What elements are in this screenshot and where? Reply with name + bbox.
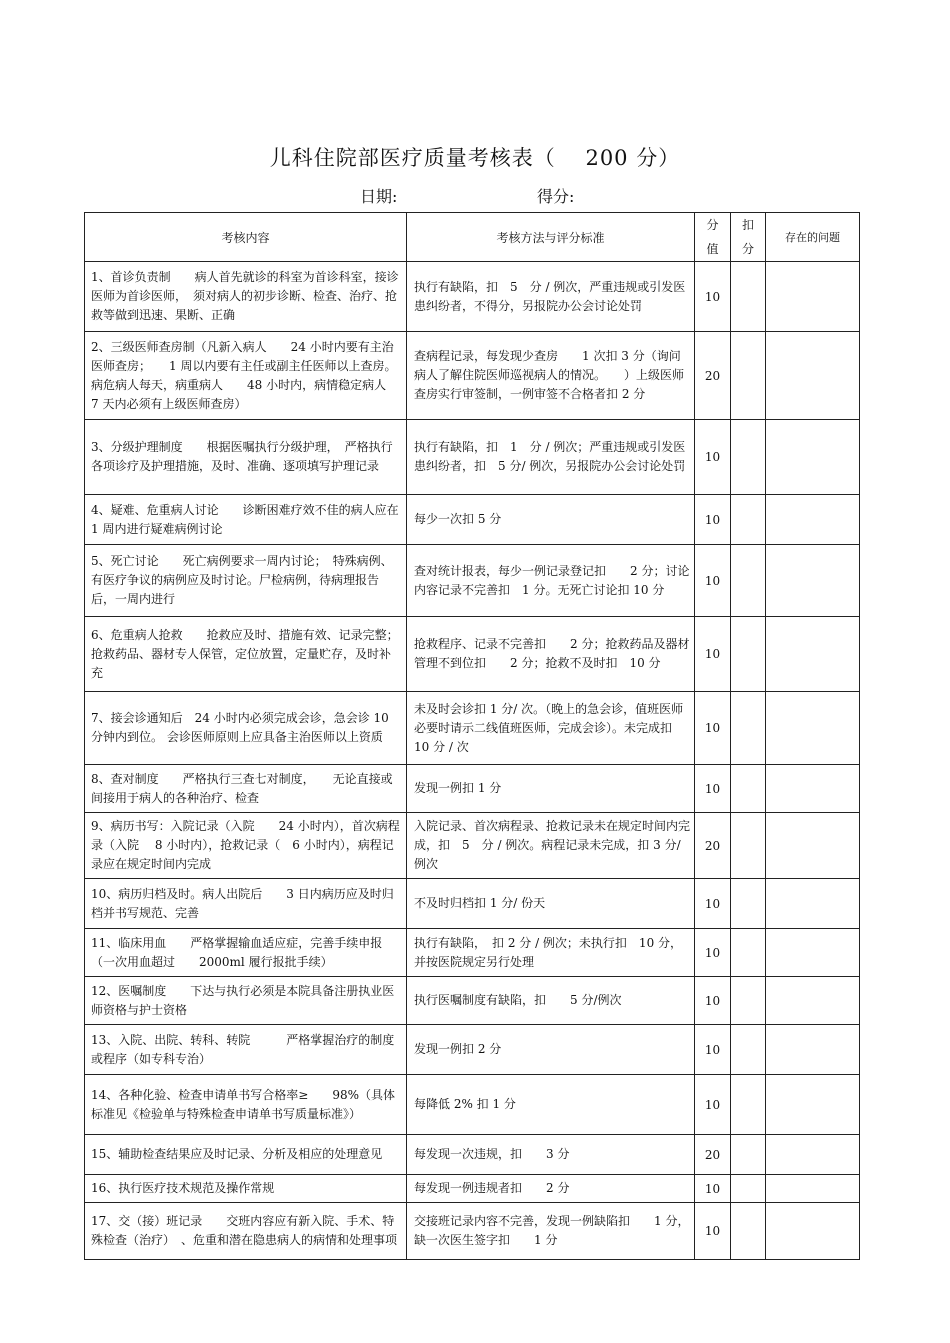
row-deduct-cell [731, 545, 766, 617]
header-score-top: 分 [706, 218, 719, 232]
row-deduct-cell [731, 1135, 766, 1175]
row-method: 不及时归档扣 1 分/ 份天 [407, 879, 695, 929]
row-issues-cell [766, 420, 860, 495]
row-score: 10 [695, 495, 731, 545]
row-score: 20 [695, 1135, 731, 1175]
table-row [85, 545, 860, 617]
header-score-bottom: 值 [706, 242, 719, 256]
table-row [85, 332, 860, 420]
row-issues-cell [766, 692, 860, 765]
row-deduct-cell [731, 977, 766, 1025]
table-row [85, 1175, 860, 1203]
row-score: 10 [695, 879, 731, 929]
row-method: 每发现一例违规者扣 2 分 [407, 1175, 695, 1203]
row-method: 发现一例扣 1 分 [407, 765, 695, 813]
row-content: 10、病历归档及时。病人出院后 3 日内病历应及时归档并书写规范、完善 [85, 879, 407, 929]
row-content: 7、接会诊通知后 24 小时内必须完成会诊，急会诊 10 分钟内到位。 会诊医师原则上应具备主治医师以上资质 [85, 692, 407, 765]
row-content: 6、危重病人抢救 抢救应及时、措施有效、记录完整；抢救药品、器材专人保管，定位放置，定量贮存，及时补充 [85, 617, 407, 692]
row-issues-cell [766, 977, 860, 1025]
row-issues-cell [766, 495, 860, 545]
row-content: 5、死亡讨论 死亡病例要求一周内讨论； 特殊病例、有医疗争议的病例应及时讨论。尸检病例，待病理报告后，一周内进行 [85, 545, 407, 617]
row-method: 入院记录、首次病程录、抢救记录未在规定时间内完成，扣 5 分 / 例次。病程记录未完成，扣 3 分/ 例次 [407, 813, 695, 879]
row-deduct-cell [731, 765, 766, 813]
row-method: 抢救程序、记录不完善扣 2 分；抢救药品及器材管理不到位扣 2 分；抢救不及时扣 10 分 [407, 617, 695, 692]
row-deduct-cell [731, 332, 766, 420]
row-score: 10 [695, 765, 731, 813]
row-score: 10 [695, 692, 731, 765]
table-row [85, 1075, 860, 1135]
row-issues-cell [766, 1025, 860, 1075]
row-method: 执行医嘱制度有缺陷，扣 5 分/例次 [407, 977, 695, 1025]
row-content: 9、病历书写：入院记录（入院 24 小时内），首次病程录（入院 8 小时内），抢救记录（ 6 小时内），病程记录应在规定时间内完成 [85, 813, 407, 879]
row-deduct-cell [731, 1075, 766, 1135]
row-content: 12、医嘱制度 下达与执行必须是本院具备注册执业医师资格与护士资格 [85, 977, 407, 1025]
table-row [85, 765, 860, 813]
date-label: 日期: [360, 187, 398, 206]
row-score: 10 [695, 1025, 731, 1075]
row-method: 每少一次扣 5 分 [407, 495, 695, 545]
row-deduct-cell [731, 929, 766, 977]
row-deduct-cell [731, 617, 766, 692]
table-row [85, 692, 860, 765]
row-content: 8、查对制度 严格执行三查七对制度， 无论直接或间接用于病人的各种治疗、检查 [85, 765, 407, 813]
row-method: 执行有缺陷， 扣 2 分 / 例次；未执行扣 10 分，并按医院规定另行处理 [407, 929, 695, 977]
row-content: 2、三级医师查房制（凡新入病人 24 小时内要有主治医师查房； 1 周以内要有主任或副主任医师以上查房。病危病人每天，病重病人 48 小时内，病情稳定病人 7 天内必须有上级医师查房） [85, 332, 407, 420]
header-score [695, 213, 731, 262]
row-deduct-cell [731, 692, 766, 765]
row-content: 4、疑难、危重病人讨论 诊断困难疗效不佳的病人应在 1 周内进行疑难病例讨论 [85, 495, 407, 545]
row-score: 10 [695, 545, 731, 617]
row-content: 15、辅助检查结果应及时记录、分析及相应的处理意见 [85, 1135, 407, 1175]
row-method: 查病程记录，每发现少查房 1 次扣 3 分（询问病人了解住院医师巡视病人的情况。 ）上级医师查房实行审签制，一例审签不合格者扣 2 分 [407, 332, 695, 420]
row-method: 每发现一次违规，扣 3 分 [407, 1135, 695, 1175]
table-header-row [85, 213, 860, 262]
row-method: 交接班记录内容不完善，发现一例缺陷扣 1 分，缺一次医生签字扣 1 分 [407, 1203, 695, 1260]
row-issues-cell [766, 813, 860, 879]
row-deduct-cell [731, 813, 766, 879]
table-row [85, 977, 860, 1025]
row-content: 16、执行医疗技术规范及操作常规 [85, 1175, 407, 1203]
row-score: 10 [695, 977, 731, 1025]
table-row [85, 420, 860, 495]
row-issues-cell [766, 545, 860, 617]
row-method: 查对统计报表，每少一例记录登记扣 2 分；讨论内容记录不完善扣 1 分。无死亡讨论扣 10 分 [407, 545, 695, 617]
header-issues: 存在的问题 [766, 213, 860, 262]
row-score: 10 [695, 929, 731, 977]
table-row [85, 1135, 860, 1175]
row-issues-cell [766, 1203, 860, 1260]
header-deduct-bottom: 分 [741, 242, 754, 256]
table-row [85, 262, 860, 332]
row-issues-cell [766, 765, 860, 813]
row-deduct-cell [731, 879, 766, 929]
row-issues-cell [766, 262, 860, 332]
row-content: 14、各种化验、检查申请单书写合格率≥ 98%（具体标准见《检验单与特殊检查申请单书写质量标准》） [85, 1075, 407, 1135]
row-issues-cell [766, 879, 860, 929]
row-score: 20 [695, 332, 731, 420]
row-deduct-cell [731, 495, 766, 545]
row-deduct-cell [731, 1175, 766, 1203]
row-deduct-cell [731, 1025, 766, 1075]
row-content: 17、交（接）班记录 交班内容应有新入院、手术、特殊检查（治疗） 、危重和潜在隐患病人的病情和处理事项 [85, 1203, 407, 1260]
row-deduct-cell [731, 1203, 766, 1260]
row-score: 10 [695, 1075, 731, 1135]
header-deduct [731, 213, 766, 262]
row-method: 执行有缺陷，扣 1 分 / 例次；严重违规或引发医患纠纷者，扣 5 分/ 例次，另报院办公会讨论处罚 [407, 420, 695, 495]
row-issues-cell [766, 1135, 860, 1175]
row-content: 11、临床用血 严格掌握输血适应症，完善手续申报（一次用血超过 2000ml 履行报批手续） [85, 929, 407, 977]
row-content: 1、首诊负责制 病人首先就诊的科室为首诊科室，接诊医师为首诊医师， 须对病人的初步诊断、检查、治疗、抢救等做到迅速、果断、正确 [85, 262, 407, 332]
table-row [85, 1203, 860, 1260]
table-row [85, 617, 860, 692]
row-method: 未及时会诊扣 1 分/ 次。（晚上的急会诊，值班医师必要时请示二线值班医师，完成会诊）。未完成扣 10 分 / 次 [407, 692, 695, 765]
row-issues-cell [766, 332, 860, 420]
row-deduct-cell [731, 262, 766, 332]
row-issues-cell [766, 1175, 860, 1203]
row-score: 10 [695, 1175, 731, 1203]
table-row [85, 1025, 860, 1075]
row-score: 20 [695, 813, 731, 879]
row-score: 10 [695, 617, 731, 692]
row-content: 13、入院、出院、转科、转院 严格掌握治疗的制度或程序（如专科专治） [85, 1025, 407, 1075]
assessment-table [84, 212, 860, 1260]
header-content: 考核内容 [85, 213, 407, 262]
table-row [85, 813, 860, 879]
row-issues-cell [766, 929, 860, 977]
header-deduct-top: 扣 [741, 218, 754, 232]
table-row [85, 929, 860, 977]
header-method: 考核方法与评分标准 [407, 213, 695, 262]
row-method: 发现一例扣 2 分 [407, 1025, 695, 1075]
row-deduct-cell [731, 420, 766, 495]
row-score: 10 [695, 420, 731, 495]
table-row [85, 879, 860, 929]
row-method: 每降低 2% 扣 1 分 [407, 1075, 695, 1135]
page-title: 儿科住院部医疗质量考核表（ 200 分） [269, 146, 681, 170]
score-label: 得分: [537, 187, 575, 206]
row-issues-cell [766, 617, 860, 692]
row-method: 执行有缺陷，扣 5 分 / 例次，严重违规或引发医患纠纷者，不得分，另报院办公会讨论处罚 [407, 262, 695, 332]
row-content: 3、分级护理制度 根据医嘱执行分级护理， 严格执行各项诊疗及护理措施，及时、准确、逐项填写护理记录 [85, 420, 407, 495]
date-score-line [0, 184, 950, 206]
row-score: 10 [695, 1203, 731, 1260]
row-issues-cell [766, 1075, 860, 1135]
table-row [85, 495, 860, 545]
row-score: 10 [695, 262, 731, 332]
